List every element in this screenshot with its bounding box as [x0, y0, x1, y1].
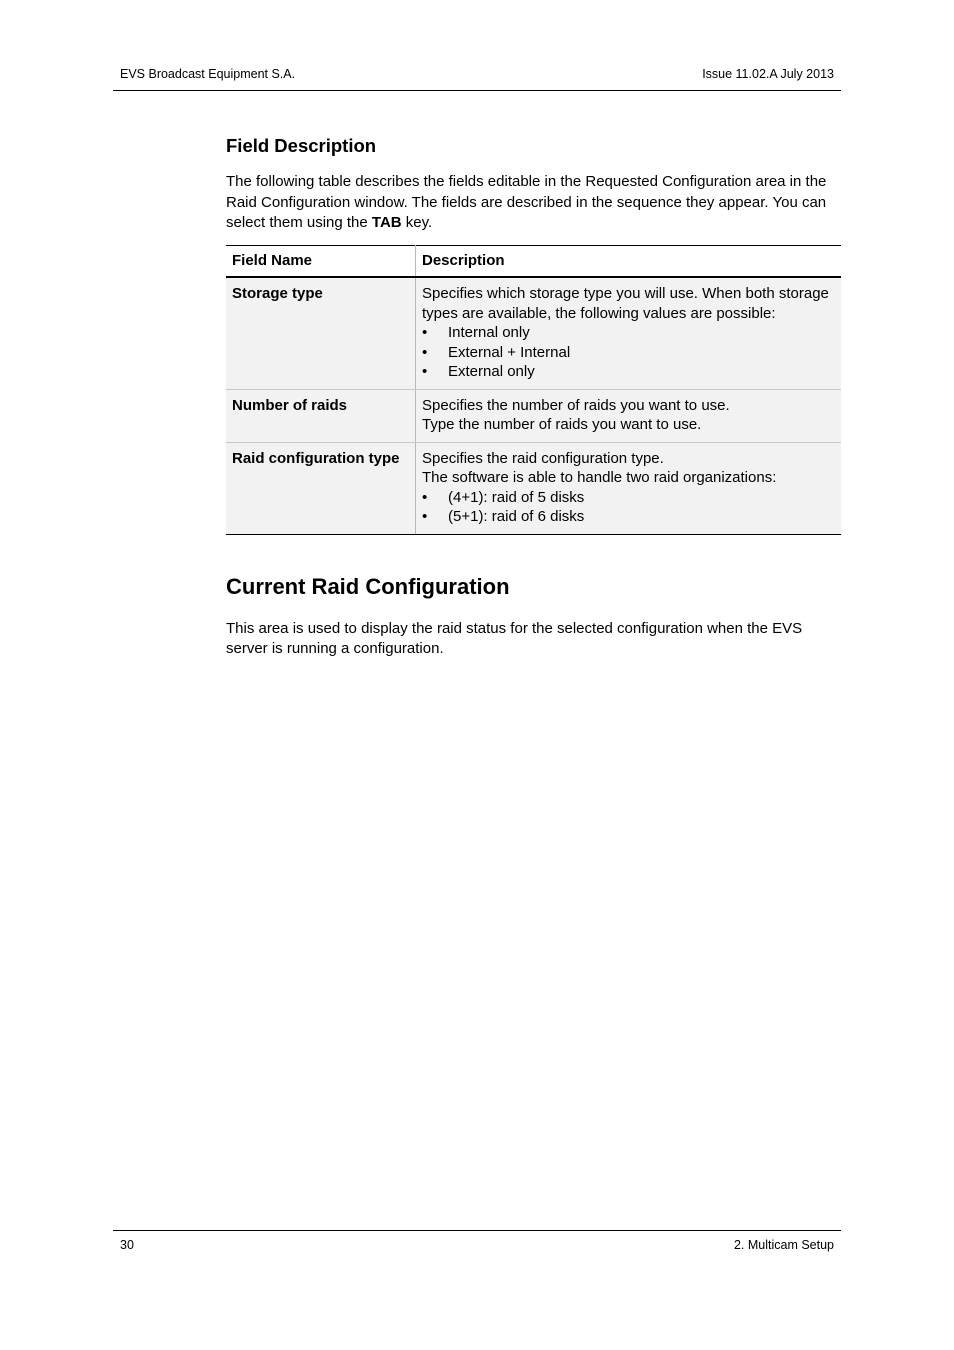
- main-content: [226, 134, 841, 660]
- page-number: 30: [120, 1238, 134, 1252]
- intro-text-start: The following table describes the fields editable in the Requested Configuration area in the Raid Configuration window. The fields are described in the sequence they appear. You can select them using the: [226, 173, 827, 231]
- field-description-heading: Field Description: [226, 135, 377, 156]
- description-line: Type the number of raids you want to use.: [422, 416, 702, 433]
- list-item: • External only: [422, 362, 835, 382]
- description-line: Specifies which storage type you will use. When both storage types are available, the following values are possible:: [422, 285, 829, 322]
- description-line: The software is able to handle two raid organizations:: [422, 469, 777, 486]
- intro-key: TAB: [371, 214, 402, 231]
- chapter-title: 2. Multicam Setup: [733, 1238, 834, 1252]
- field-name-cell: Raid configuration type: [226, 442, 416, 534]
- description-cell: [416, 277, 842, 389]
- page-header: [113, 62, 841, 91]
- list-item: • Internal only: [422, 323, 835, 343]
- field-table: [226, 245, 841, 535]
- table-header-row: [226, 245, 841, 277]
- description-cell: [416, 389, 842, 442]
- description-line: Specifies the raid configuration type.: [422, 449, 664, 467]
- value-list: [422, 488, 835, 527]
- list-item: • (5+1): raid of 6 disks: [422, 507, 835, 527]
- table-row: [226, 277, 841, 389]
- field-name-cell: Number of raids: [226, 389, 416, 442]
- current-raid-text: This area is used to display the raid status for the selected configuration when the EVS server is running a configuration.: [226, 619, 803, 657]
- company-name: EVS Broadcast Equipment S.A.: [120, 67, 296, 81]
- field-name-cell: Storage type: [226, 277, 416, 389]
- list-item: • External + Internal: [422, 343, 835, 363]
- page-footer: [113, 1230, 841, 1252]
- current-raid-heading: Current Raid Configuration: [226, 573, 510, 599]
- column-header-description: Description: [416, 245, 842, 277]
- intro-text-end: key.: [401, 214, 433, 231]
- table-row: [226, 389, 841, 442]
- description-cell: [416, 442, 842, 534]
- column-header-field-name: Field Name: [226, 245, 416, 277]
- list-item: • (4+1): raid of 5 disks: [422, 488, 835, 508]
- issue-info: Issue 11.02.A July 2013: [702, 67, 834, 81]
- value-list: [422, 323, 835, 382]
- table-row: [226, 442, 841, 534]
- field-description-intro: [226, 172, 841, 234]
- description-line: Specifies the number of raids you want to use.: [422, 396, 730, 414]
